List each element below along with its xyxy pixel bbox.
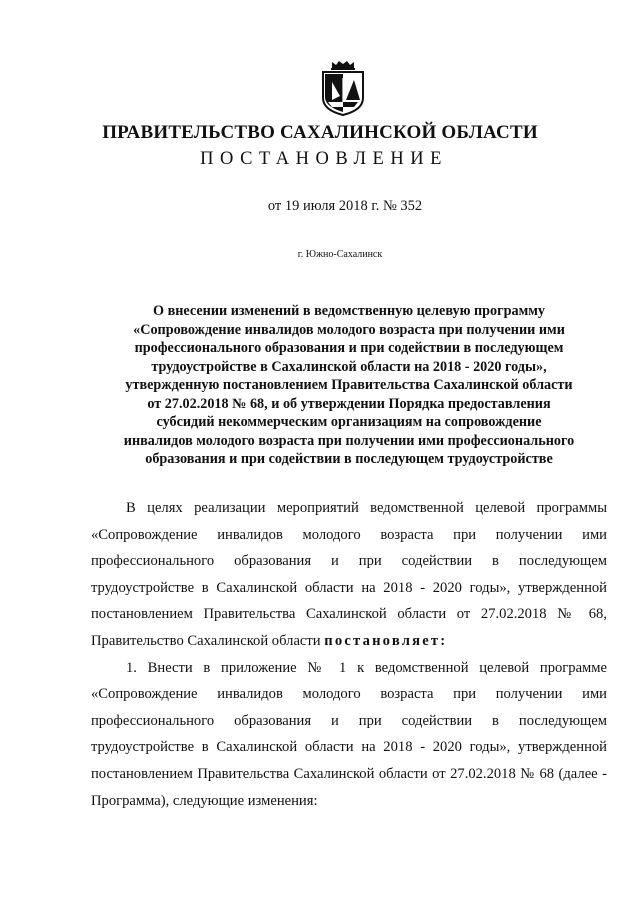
subject-line: образования и при содействии в последующем трудоустройстве — [145, 451, 553, 467]
paragraph-text: 1. Внести в приложение № 1 к ведомственной целевой программе «Сопровождение инвалидов молодого возраста при получении ими профессионального образования и при содействии в последующем трудоустройстве в Сахалинской области на 2018 - 2020 годы», утвержденной постановлением Правительства Сахалинской области от 27.02.2018 № 68 (далее - Программа), следующие изменения: — [91, 659, 607, 809]
subject-line: субсидий некоммерческим организациям на сопровождение — [156, 414, 542, 430]
government-title: ПРАВИТЕЛЬСТВО САХАЛИНСКОЙ ОБЛАСТИ — [102, 122, 538, 143]
document-place: г. Южно-Сахалинск — [297, 249, 383, 260]
subject-line: инвалидов молодого возраста при получении ими профессионального — [123, 432, 575, 449]
subject-line: профессионального образования и при содействии в последующем — [134, 340, 564, 356]
subject-line: утвержденную постановлением Правительства Сахалинской области — [125, 377, 573, 393]
resolution-verb: постановляет: — [324, 632, 448, 649]
body-paragraph — [91, 655, 607, 815]
document-subject — [90, 302, 608, 469]
subject-line: О внесении изменений в ведомственную целевую программу — [153, 303, 545, 319]
document-type: ПОСТАНОВЛЕНИЕ — [200, 149, 448, 169]
sakhalin-coat-of-arms-icon — [318, 60, 368, 116]
document-date-number: от 19 июля 2018 г. № 352 — [267, 198, 423, 214]
paragraph-text: В целях реализации мероприятий ведомственной целевой программы «Сопровождение инвалидов молодого возраста при получении ими профессионального образования и при содействии в последующем трудоустройстве в Сахалинской области на 2018 - 2020 годы», утвержденной постановлением Правительства Сахалинской области от 27.02.2018 № 68, Правительство Сахалинской области — [91, 500, 607, 649]
body-paragraph — [91, 495, 607, 655]
document-body — [91, 495, 607, 814]
subject-line: трудоустройстве в Сахалинской области на 2018 - 2020 годы», — [151, 358, 547, 375]
subject-line: «Сопровождение инвалидов молодого возраста при получении ими — [133, 321, 565, 338]
subject-line: от 27.02.2018 № 68, и об утверждении Порядка предоставления — [147, 395, 551, 412]
